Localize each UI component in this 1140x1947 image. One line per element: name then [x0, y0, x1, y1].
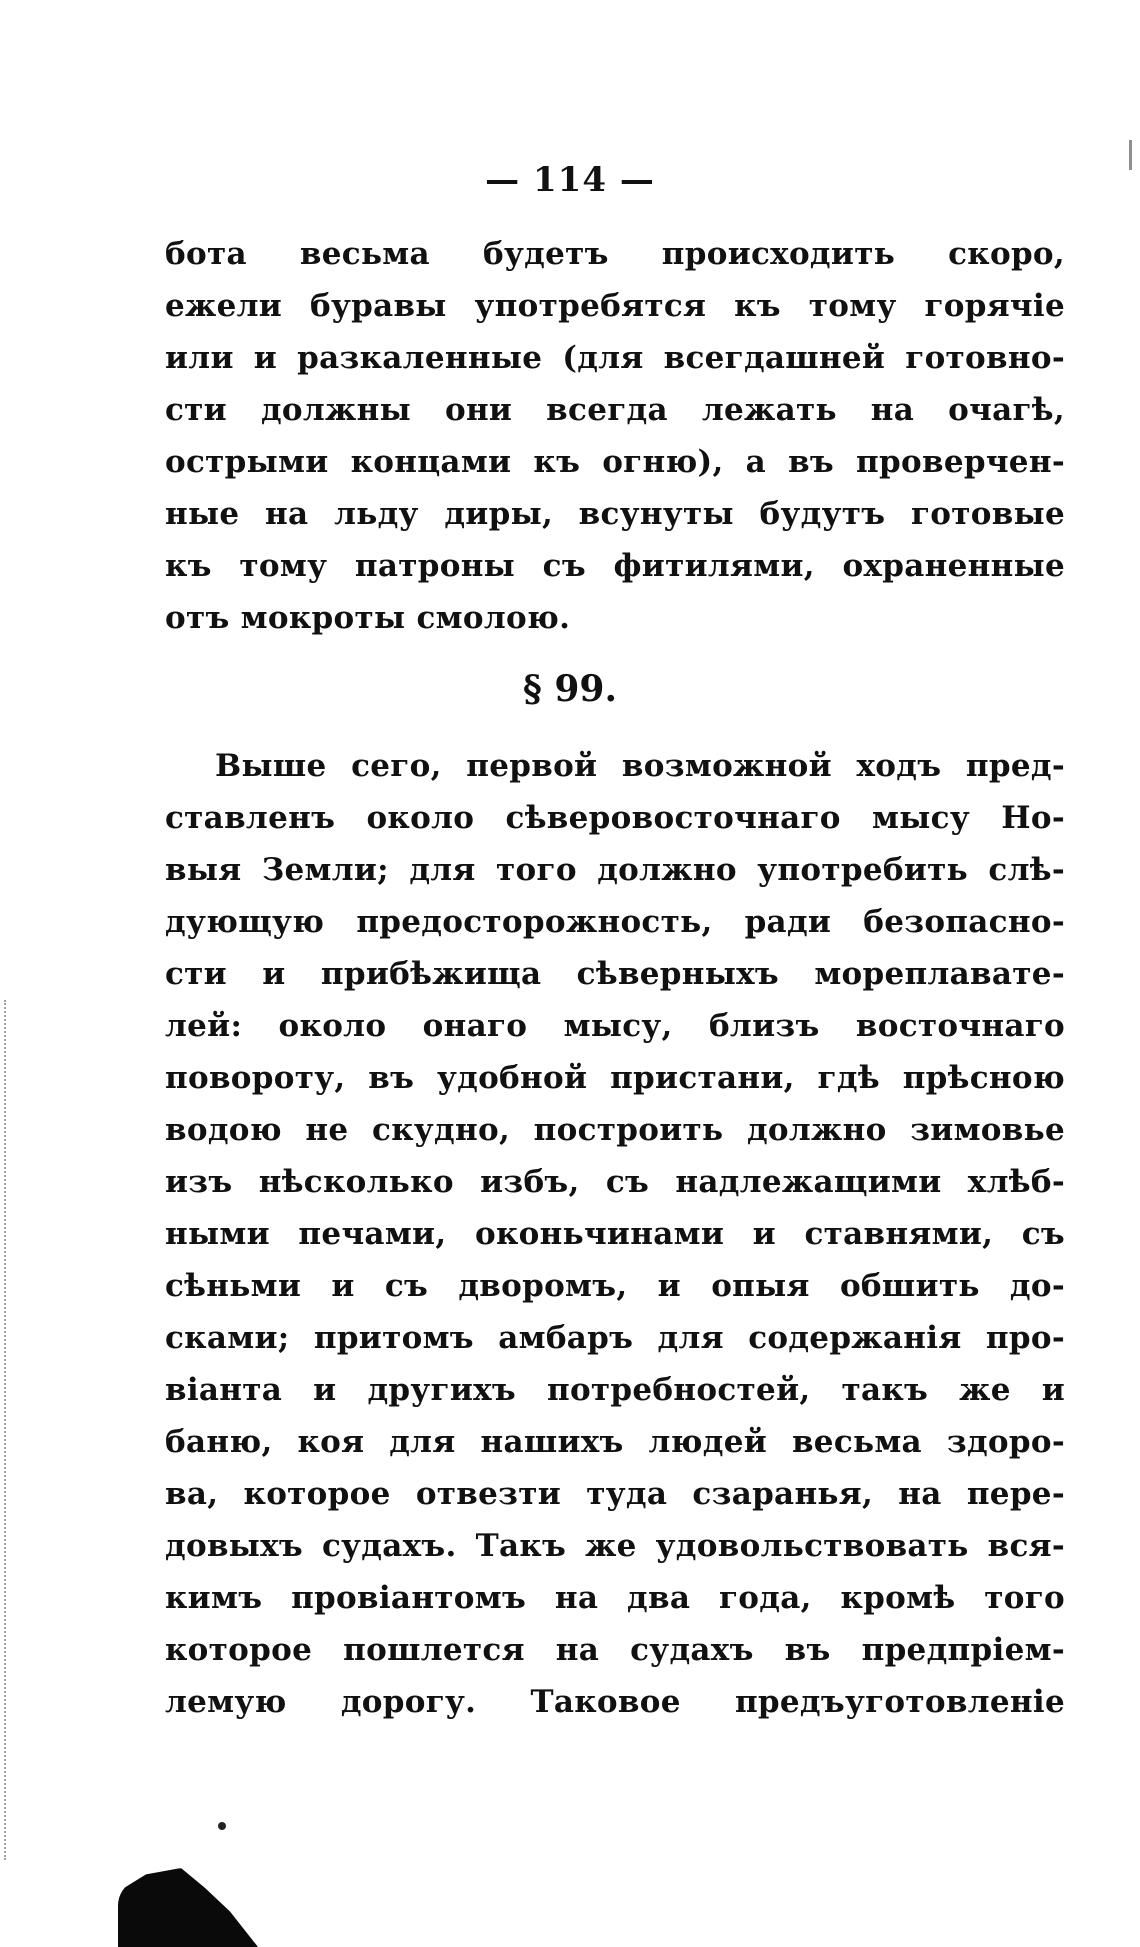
text-line: сти должны они всегда лежать на очагѣ, [165, 392, 1065, 428]
text-line: Выше сего, первой возможной ходъ пред- [215, 748, 1065, 784]
text-line: довыхъ судахъ. Такъ же удовольствовать вся- [165, 1528, 1065, 1564]
ink-blot [118, 1868, 258, 1947]
text-line: ставленъ около сѣверовосточнаго мысу Но- [165, 800, 1065, 836]
text-line: которое пошлется на судахъ въ предпріем- [165, 1632, 1065, 1668]
text-line: водою не скудно, построить должно зимовье [165, 1112, 1065, 1148]
text-line: отъ мокроты смолою. [165, 600, 571, 636]
section-heading: § 99. [523, 668, 617, 710]
text-line: или и разкаленные (для всегдашней готовно- [165, 340, 1065, 376]
text-line: сками; притомъ амбаръ для содержанія про- [165, 1320, 1065, 1356]
text-line: ными печами, оконьчинами и ставнями, съ [165, 1216, 1065, 1252]
paragraph-section-99 [165, 740, 1065, 1728]
text-line: кимъ провіантомъ на два года, кромѣ того [165, 1580, 1065, 1616]
text-line: сѣньми и съ дворомъ, и опыя обшить до- [165, 1268, 1065, 1304]
scan-edge-marks [4, 1000, 18, 1860]
text-line: ежели буравы употребятся къ тому горячіе [165, 288, 1065, 324]
text-line: віанта и другихъ потребностей, такъ же и [165, 1372, 1065, 1408]
ink-speck [218, 1822, 226, 1830]
text-line: выя Земли; для того должно употребить слѣ- [165, 852, 1065, 888]
text-line: лей: около онаго мысу, близъ восточнаго [165, 1008, 1065, 1044]
text-line: дующую предосторожность, ради безопасно- [165, 904, 1065, 940]
text-line: бота весьма будетъ происходить скоро, [165, 236, 1065, 272]
text-line: баню, коя для нашихъ людей весьма здоро- [165, 1424, 1065, 1460]
text-line: сти и прибѣжища сѣверныхъ мореплавате- [165, 956, 1065, 992]
text-line: изъ нѣсколько избъ, съ надлежащими хлѣб- [165, 1164, 1065, 1200]
paragraph-continued [165, 228, 1065, 644]
page-number: — 114 — [485, 160, 655, 200]
text-line: ные на льду диры, всунуты будутъ готовые [165, 496, 1065, 532]
text-line: лемую дорогу. Таковое предъуготовленіе [165, 1684, 1065, 1720]
text-line: къ тому патроны съ фитилями, охраненные [165, 548, 1065, 584]
text-line: повороту, въ удобной пристани, гдѣ прѣсною [165, 1060, 1065, 1096]
text-line: ва, которое отвезти туда сзаранья, на пере- [165, 1476, 1065, 1512]
text-line: острыми концами къ огню), а въ проверчен- [165, 444, 1065, 480]
